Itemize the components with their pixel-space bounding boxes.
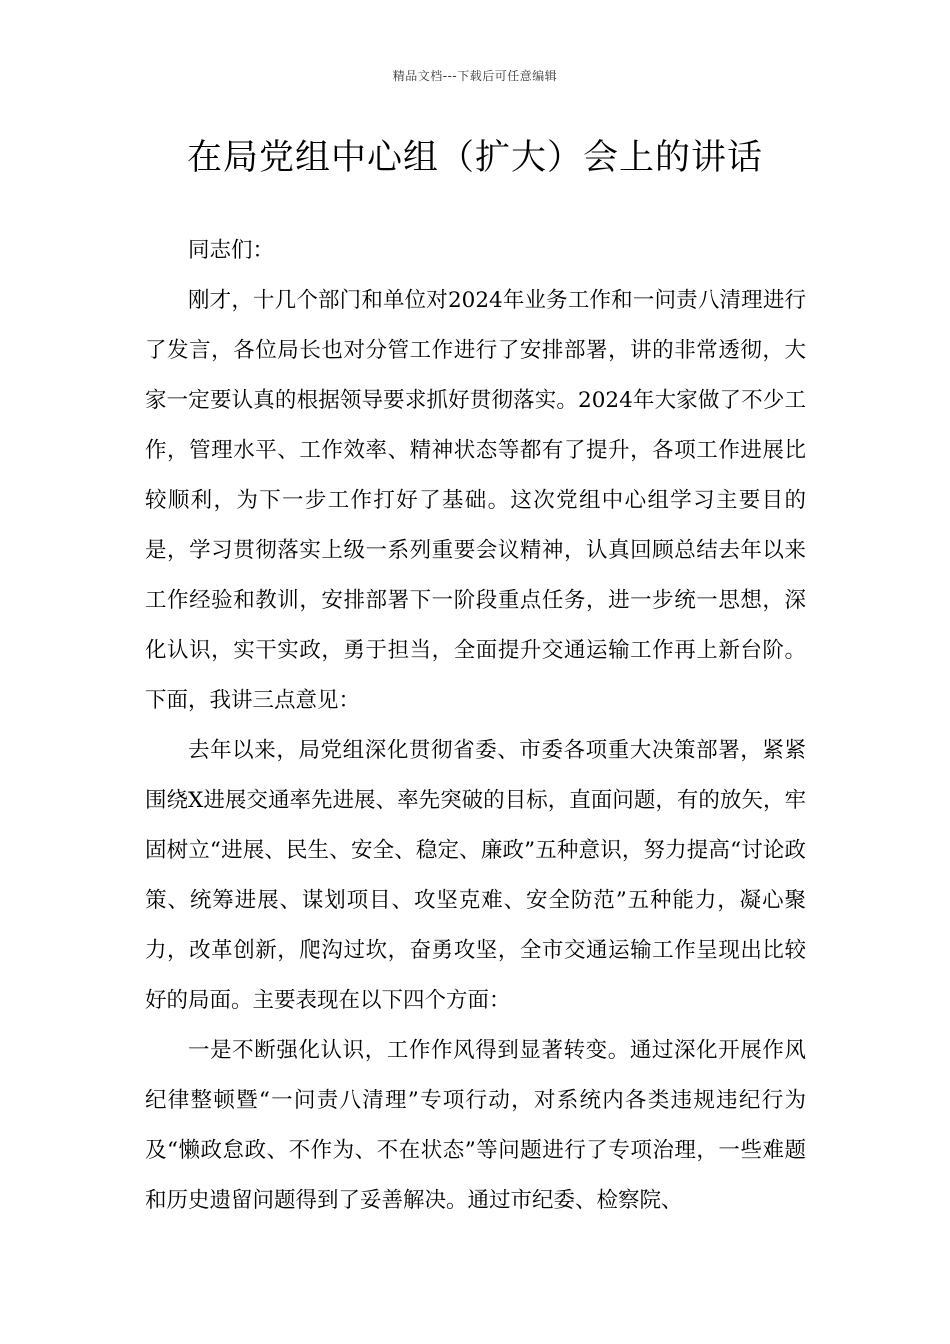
paragraph-3: 一是不断强化认识，工作作风得到显著转变。通过深化开展作风纪律整顿暨“一问责八清理”专项行动，对系统内各类违规违纪行为及“懒政怠政、不作为、不在状态”等问题进行了专项治理，一些难题和历史遗留问题得到了妥善解决。通过市纪委、检察院、 — [145, 1038, 806, 1213]
paragraph-1: 刚才，十几个部门和单位对2024年业务工作和一问责八清理进行了发言，各位局长也对分管工作进行了安排部署，讲的非常透彻，大家一定要认真的根据领导要求抓好贯彻落实。2024年大家做了不少工作，管理水平、工作效率、精神状态等都有了提升，各项工作进展比较顺利，为下一步工作打好了基础。这次党组中心组学习主要目的是，学习贯彻落实上级一系列重要会议精神，认真回顾总结去年以来工作经验和教训，安排部署下一阶段重点任务，进一步统一思想，深化认识，实干实政，勇于担当，全面提升交通运输工作再上新台阶。下面，我讲三点意见： — [145, 288, 806, 713]
salutation: 同志们： — [188, 238, 275, 263]
header-note: 精品文档---下载后可任意编辑 — [392, 69, 558, 83]
paragraph-2: 去年以来，局党组深化贯彻省委、市委各项重大决策部署，紧紧围绕X进展交通率先进展、率先突破的目标，直面问题，有的放矢，牢固树立“进展、民生、安全、稳定、廉政”五种意识，努力提高“讨论政策、统筹进展、谋划项目、攻坚克难、安全防范”五种能力，凝心聚力，改革创新，爬沟过坎，奋勇攻坚，全市交通运输工作呈现出比较好的局面。主要表现在以下四个方面： — [145, 738, 806, 1013]
document-body — [145, 226, 806, 1226]
document-title: 在局党组中心组（扩大）会上的讲话 — [186, 138, 763, 178]
